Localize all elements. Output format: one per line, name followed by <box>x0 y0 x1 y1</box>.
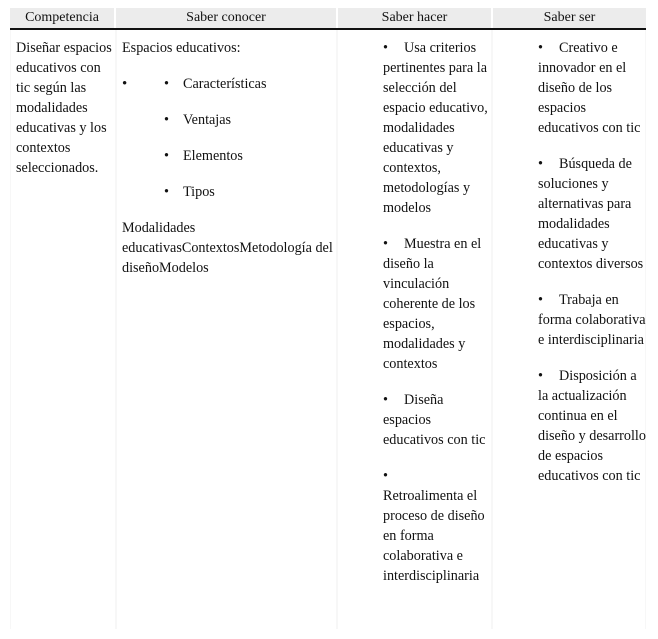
list-item-text: Ventajas <box>183 112 232 128</box>
list-item-text: Elementos <box>183 148 243 164</box>
list-item-text: Tipos <box>183 184 215 200</box>
list-item: • Diseña espacios educativos con tic <box>383 392 486 448</box>
header-saber-hacer: Saber hacer <box>338 8 491 28</box>
list-item: • Disposición a la actualización continua en el diseño y desarrollo de espacios educativos con tic <box>538 368 646 484</box>
saber-conocer-cell <box>122 38 338 278</box>
list-item: • Muestra en el diseño la vinculación coherente de los espacios, modalidades y contextos <box>383 236 482 372</box>
header-saber-ser: Saber ser <box>493 8 646 28</box>
list-item-text: Trabaja en forma colaborativa e interdisciplinaria <box>538 292 646 348</box>
list-item: • Ventajas <box>164 112 232 128</box>
saber-hacer-cell <box>383 38 491 586</box>
saber-conocer-intro: Espacios educativos: <box>122 40 241 56</box>
list-item-text: Disposición a la actualización continua en el diseño y desarrollo de espacios educativos con tic <box>538 368 646 484</box>
header-competencia: Competencia <box>10 8 114 28</box>
list-item: • Tipos <box>164 184 215 200</box>
list-item: • Usa criterios pertinentes para la selección del espacio educativo, modalidades educativas y contextos, metodologías y modelos <box>383 40 488 216</box>
list-item-text: Búsqueda de soluciones y alternativas para modalidades educativas y contextos diversos <box>538 156 644 272</box>
list-item-text: Características <box>183 76 267 92</box>
competency-table <box>10 8 646 629</box>
list-item: • Elementos <box>164 148 243 164</box>
list-item-text: Usa criterios pertinentes para la selección del espacio educativo, modalidades educativas y contextos, metodologías y modelos <box>383 40 488 216</box>
list-item: • Búsqueda de soluciones y alternativas para modalidades educativas y contextos diversos <box>538 156 644 272</box>
competencia-cell: Diseñar espacios educativos con tic según las modalidades educativas y los contextos seleccionados. <box>16 40 112 176</box>
list-item: • Trabaja en forma colaborativa e interdisciplinaria <box>538 292 646 348</box>
list-item: • Creativo e innovador en el diseño de los espacios educativos con tic <box>538 40 641 136</box>
list-item: • • Características <box>122 74 338 94</box>
list-item-text: Retroalimenta el proceso de diseño en forma colaborativa e interdisciplinaria <box>383 488 485 584</box>
list-item: • Retroalimenta el proceso de diseño en forma colaborativa e interdisciplinaria <box>383 468 485 584</box>
header-saber-conocer: Saber conocer <box>116 8 336 28</box>
list-item-text: Diseña espacios educativos con tic <box>383 392 486 448</box>
list-item-text: Muestra en el diseño la vinculación coherente de los espacios, modalidades y contextos <box>383 236 482 372</box>
saber-conocer-footer: Modalidades educativasContextosMetodología del diseñoModelos <box>122 220 333 276</box>
saber-ser-cell <box>538 38 646 486</box>
list-item-text: Creativo e innovador en el diseño de los espacios educativos con tic <box>538 40 641 136</box>
